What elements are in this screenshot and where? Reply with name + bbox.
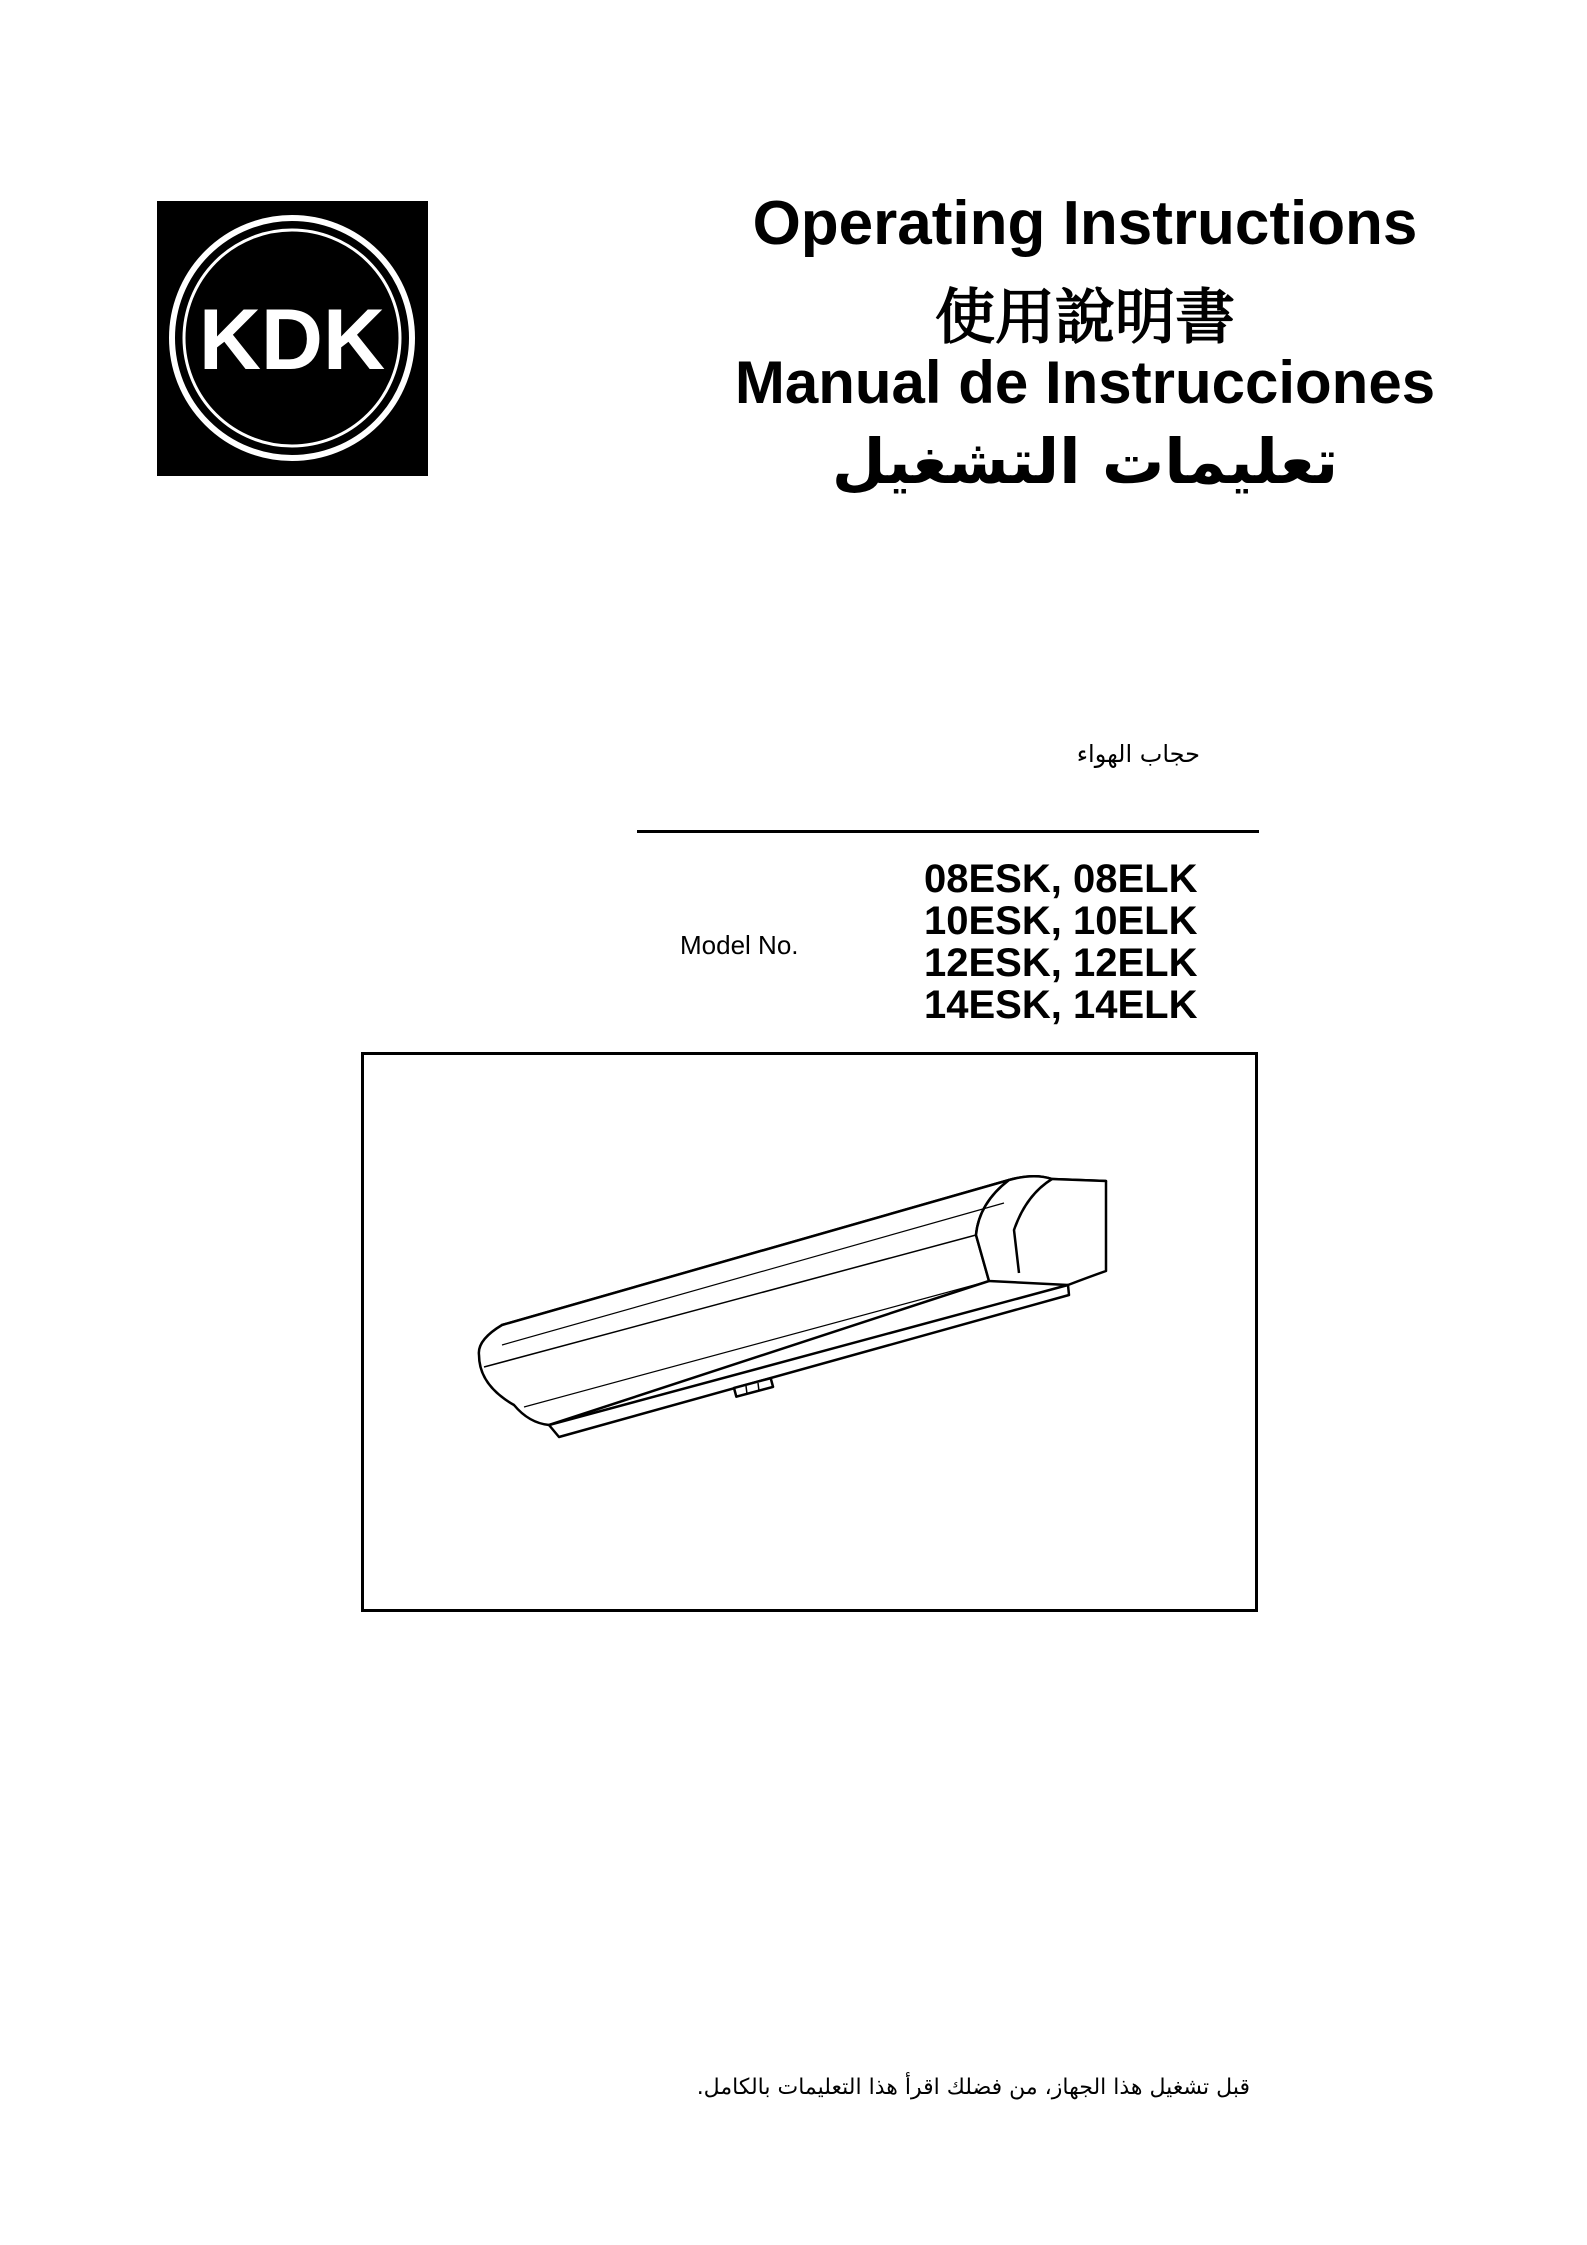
kdk-logo <box>157 201 428 476</box>
footer-note-arabic: قبل تشغيل هذا الجهاز، من فضلك اقرأ هذا التعليمات بالكامل. <box>696 2075 1250 2100</box>
kdk-logo-text: KDK <box>198 292 386 388</box>
title-chinese: 使用說明書 <box>935 283 1235 353</box>
model-number: 12ESK, 12ELK <box>924 941 1198 985</box>
model-number: 10ESK, 10ELK <box>924 899 1198 943</box>
product-illustration-frame <box>361 1052 1258 1612</box>
model-number: 14ESK, 14ELK <box>924 983 1198 1027</box>
model-number-label: Model No. <box>680 930 799 960</box>
model-number-list <box>924 858 1264 1026</box>
product-type-arabic: حجاب الهواء <box>1076 740 1200 768</box>
kdk-logo-emblem <box>157 201 428 476</box>
model-number: 08ESK, 08ELK <box>924 857 1198 901</box>
title-arabic: تعليمات التشغيل <box>831 425 1339 498</box>
title-english: Operating Instructions <box>752 189 1418 258</box>
air-curtain-unit-icon <box>364 1055 1255 1609</box>
divider-line <box>637 830 1259 833</box>
title-spanish: Manual de Instrucciones <box>734 349 1436 416</box>
